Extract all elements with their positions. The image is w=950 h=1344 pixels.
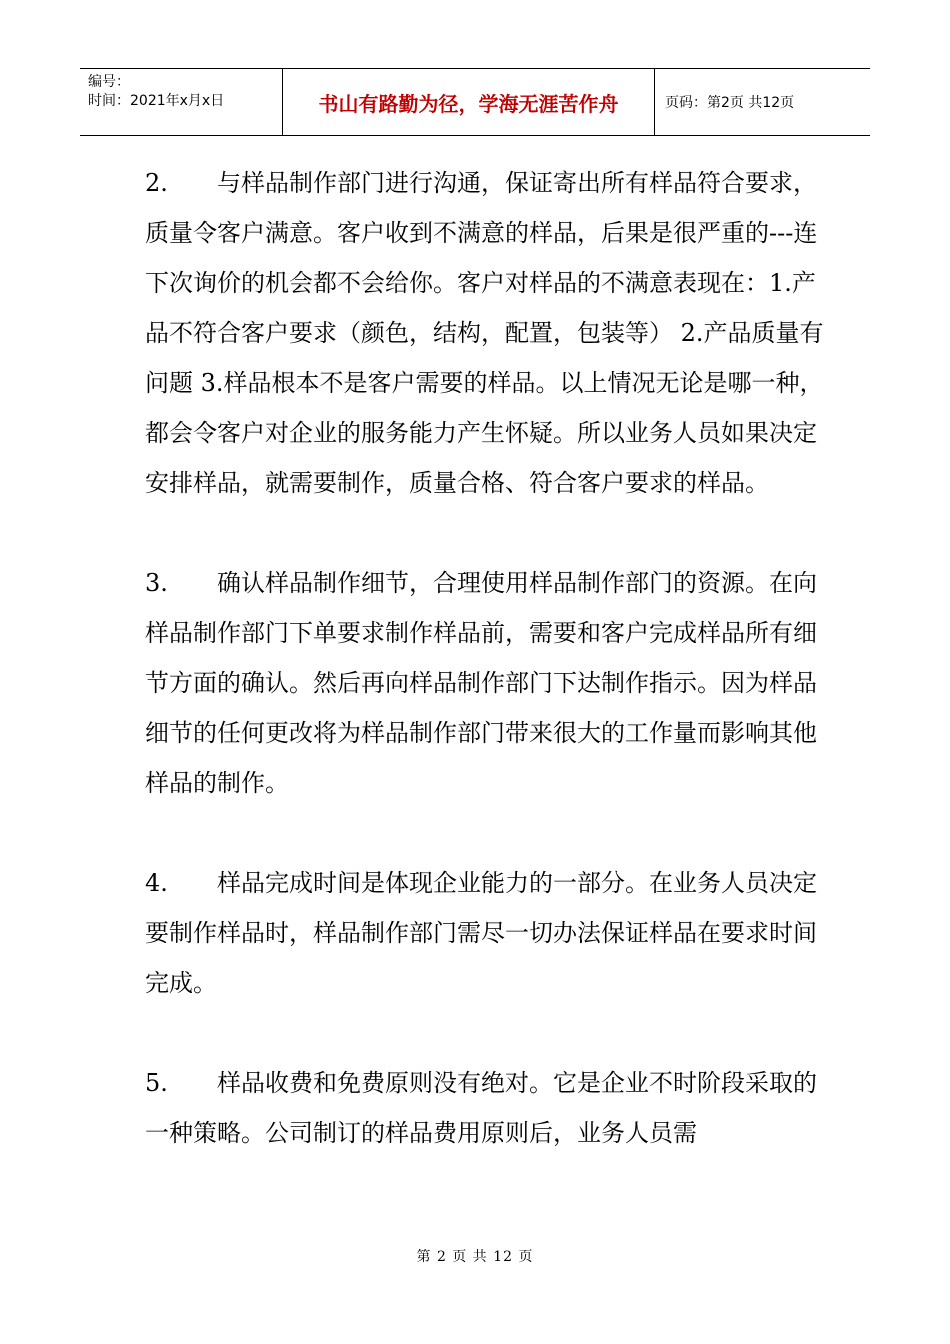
- list-item: [145, 858, 825, 1008]
- time-label: 时间：2021年x月x日: [88, 93, 225, 109]
- list-item: [145, 558, 825, 808]
- item-text: 样品收费和免费原则没有绝对。它是企业不时阶段采取的一种策略。公司制订的样品费用原则后，业务人员需: [145, 1069, 817, 1147]
- list-item: [145, 158, 825, 508]
- item-number: 5.: [145, 1069, 168, 1097]
- code-label: 编号：: [88, 74, 130, 90]
- item-text: 与样品制作部门进行沟通，保证寄出所有样品符合要求，质量令客户满意。客户收到不满意的样品，后果是很严重的---连下次询价的机会都不会给你。客户对样品的不满意表现在：1.产品不符合客户要求（颜色，结构，配置，包装等） 2.产品质量有问题 3.样品根本不是客户需要的样品。以上情况无论是哪一种，都会令客户对企业的服务能力产生怀疑。所以业务人员如果决定安排样品，就需要制作，质量合格、符合客户要求的样品。: [145, 169, 824, 497]
- item-text: 样品完成时间是体现企业能力的一部分。在业务人员决定要制作样品时，样品制作部门需尽一切办法保证样品在要求时间完成。: [145, 869, 817, 997]
- header-meta: [80, 69, 283, 135]
- item-number: 4.: [145, 869, 168, 897]
- item-number: 3.: [145, 569, 168, 597]
- page-footer: 第 2 页 共 12 页: [416, 1249, 534, 1265]
- item-number: 2.: [145, 169, 168, 197]
- header-page-info: 页码：第2页 共12页: [665, 95, 795, 111]
- item-text: 确认样品制作细节，合理使用样品制作部门的资源。在向样品制作部门下单要求制作样品前，需要和客户完成样品所有细节方面的确认。然后再向样品制作部门下达制作指示。因为样品细节的任何更改将为样品制作部门带来很大的工作量而影响其他样品的制作。: [145, 569, 817, 797]
- page-header: [80, 68, 870, 136]
- list-item: [145, 1058, 825, 1158]
- document-body: [145, 158, 825, 1158]
- header-motto: 书山有路勤为径，学海无涯苦作舟: [283, 69, 655, 135]
